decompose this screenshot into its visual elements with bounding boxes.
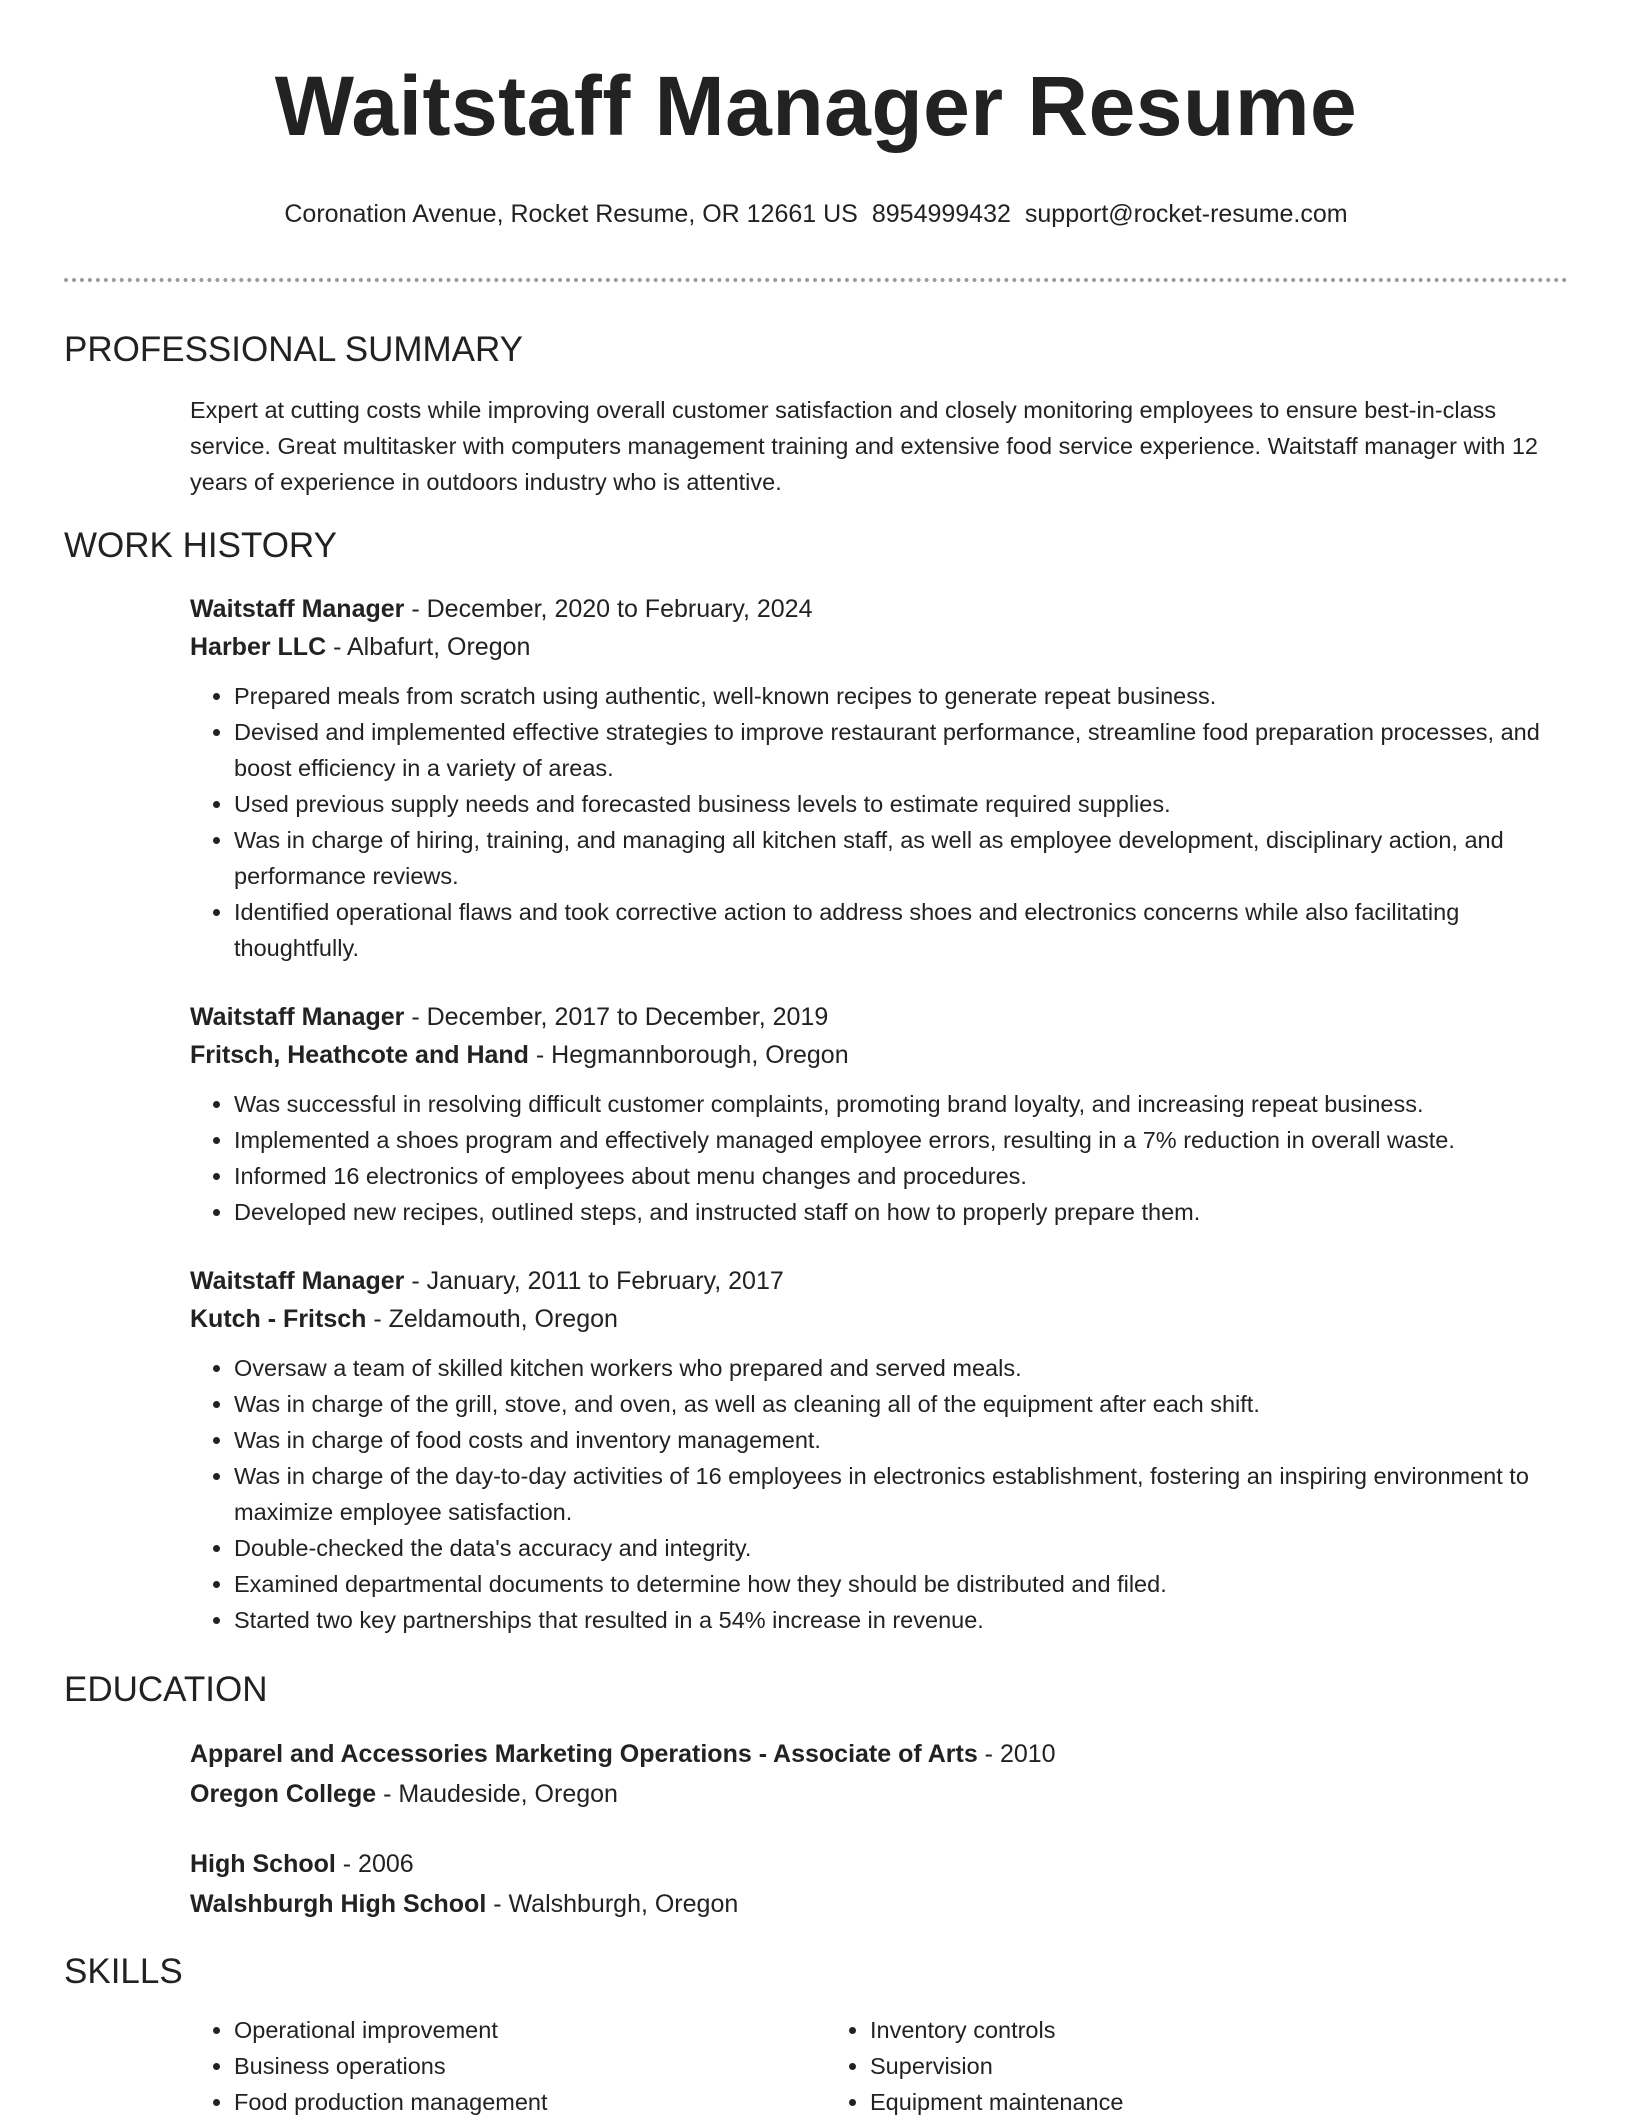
contact-address: Coronation Avenue, Rocket Resume, OR 12661 US <box>284 200 858 228</box>
education-school-line <box>190 1774 1568 1814</box>
job-bullet: • Developed new recipes, outlined steps, and instructed staff on how to properly prepare them. <box>234 1194 1568 1230</box>
education-school-line <box>190 1884 1568 1924</box>
education-heading: EDUCATION <box>64 1670 268 1709</box>
job-bullet: • Was in charge of the grill, stove, and oven, as well as cleaning all of the equipment after each shift. <box>234 1386 1568 1422</box>
contact-email: support@rocket-resume.com <box>1024 200 1348 228</box>
job-entry <box>190 998 1568 1230</box>
education-year: - 2010 <box>977 1740 1056 1768</box>
education-entry <box>190 1734 1568 1814</box>
job-company: Kutch - Fritsch <box>190 1305 367 1333</box>
skills-list <box>190 2012 1568 2120</box>
job-entry <box>190 590 1568 966</box>
education-year: - 2006 <box>335 1850 414 1878</box>
job-title: Waitstaff Manager <box>190 595 405 623</box>
job-title: Waitstaff Manager <box>190 1267 405 1295</box>
skill-item: • Business operations <box>234 2048 826 2084</box>
job-entry <box>190 1262 1568 1638</box>
summary-heading: PROFESSIONAL SUMMARY <box>64 330 523 369</box>
job-bullet: • Devised and implemented effective strategies to improve restaurant performance, streamline food preparation processes, and boost efficiency in a variety of areas. <box>234 714 1568 786</box>
job-location: - Hegmannborough, Oregon <box>528 1041 849 1069</box>
education-degree-line <box>190 1734 1568 1774</box>
job-bullets <box>190 1350 1568 1638</box>
job-bullet: • Identified operational flaws and took corrective action to address shoes and electronics concerns while also facilitating thoughtfully. <box>234 894 1568 966</box>
resume-title: Waitstaff Manager Resume <box>274 59 1358 153</box>
skill-item: • Operational improvement <box>234 2012 826 2048</box>
job-company-line <box>190 1036 1568 1074</box>
job-company: Harber LLC <box>190 633 327 661</box>
job-bullet: • Used previous supply needs and forecasted business levels to estimate required supplies. <box>234 786 1568 822</box>
work-history-heading: WORK HISTORY <box>64 526 337 565</box>
job-bullet: • Was successful in resolving difficult customer complaints, promoting brand loyalty, and increasing repeat business. <box>234 1086 1568 1122</box>
job-bullet: • Informed 16 electronics of employees about menu changes and procedures. <box>234 1158 1568 1194</box>
education-degree: Apparel and Accessories Marketing Operations - Associate of Arts <box>190 1740 978 1768</box>
summary-text: Expert at cutting costs while improving overall customer satisfaction and closely monitoring employees to ensure best-in-class service. Great multitasker with computers management training and extensive food service experience. Waitstaff manager with 12 years of experience in outdoors industry who is attentive. <box>190 397 1538 495</box>
skill-item: • Supervision <box>870 2048 1462 2084</box>
skills-column-left <box>190 2012 826 2120</box>
job-location: - Albafurt, Oregon <box>326 633 531 661</box>
job-title-line <box>190 590 1568 628</box>
job-title: Waitstaff Manager <box>190 1003 405 1031</box>
education-location: - Walshburgh, Oregon <box>486 1890 739 1918</box>
contact-phone: 8954999432 <box>871 200 1011 228</box>
skill-item: • Equipment maintenance <box>870 2084 1462 2120</box>
job-bullet: • Implemented a shoes program and effectively managed employee errors, resulting in a 7% reduction in overall waste. <box>234 1122 1568 1158</box>
job-company-line <box>190 1300 1568 1338</box>
job-location: - Zeldamouth, Oregon <box>366 1305 618 1333</box>
job-title-line <box>190 1262 1568 1300</box>
skills-heading: SKILLS <box>64 1952 183 1991</box>
job-bullets <box>190 1086 1568 1230</box>
education-entry <box>190 1844 1568 1924</box>
job-bullet: • Was in charge of hiring, training, and managing all kitchen staff, as well as employee development, disciplinary action, and performance reviews. <box>234 822 1568 894</box>
contact-line <box>64 198 1568 230</box>
job-bullets <box>190 678 1568 966</box>
job-bullet: • Was in charge of food costs and inventory management. <box>234 1422 1568 1458</box>
job-bullet: • Oversaw a team of skilled kitchen workers who prepared and served meals. <box>234 1350 1568 1386</box>
job-bullet: • Prepared meals from scratch using authentic, well-known recipes to generate repeat business. <box>234 678 1568 714</box>
job-company: Fritsch, Heathcote and Hand <box>190 1041 529 1069</box>
job-bullet: • Was in charge of the day-to-day activities of 16 employees in electronics establishment, fostering an inspiring environment to maximize employee satisfaction. <box>234 1458 1568 1530</box>
education-degree: High School <box>190 1850 336 1878</box>
education-school: Oregon College <box>190 1780 377 1808</box>
job-dates: - December, 2020 to February, 2024 <box>404 595 813 623</box>
job-bullet: • Examined departmental documents to determine how they should be distributed and filed. <box>234 1566 1568 1602</box>
job-bullet: • Started two key partnerships that resulted in a 54% increase in revenue. <box>234 1602 1568 1638</box>
education-school: Walshburgh High School <box>190 1890 487 1918</box>
education-degree-line <box>190 1844 1568 1884</box>
skill-item: • Inventory controls <box>870 2012 1462 2048</box>
header-divider <box>64 278 1568 282</box>
skills-column-right <box>826 2012 1462 2120</box>
job-dates: - December, 2017 to December, 2019 <box>404 1003 829 1031</box>
job-title-line <box>190 998 1568 1036</box>
job-dates: - January, 2011 to February, 2017 <box>404 1267 784 1295</box>
job-bullet: • Double-checked the data's accuracy and integrity. <box>234 1530 1568 1566</box>
skill-item: • Food production management <box>234 2084 826 2120</box>
job-company-line <box>190 628 1568 666</box>
education-location: - Maudeside, Oregon <box>376 1780 618 1808</box>
